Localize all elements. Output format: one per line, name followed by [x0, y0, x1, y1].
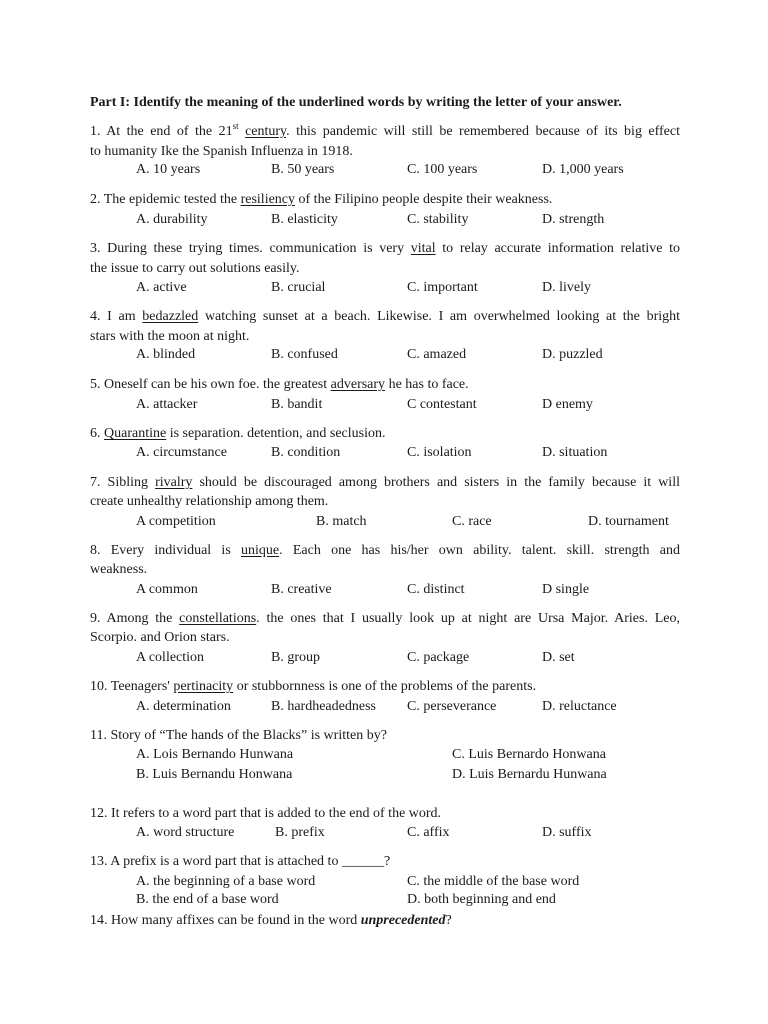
text-segment: should be discouraged among brothers and sisters in the family because it will	[192, 475, 680, 490]
choice-d: D. situation	[542, 445, 608, 460]
text-segment: st	[232, 121, 239, 131]
choice-a: A. blinded	[136, 347, 196, 362]
text-segment: is separation. detention, and seclusion.	[166, 426, 386, 441]
choice-c: C. the middle of the base word	[407, 874, 580, 889]
question-14-line-1	[90, 911, 680, 930]
underlined-word: constellations	[179, 611, 257, 626]
answer-blank: ______	[341, 854, 384, 869]
question-4-line-2: stars with the moon at night.	[90, 329, 250, 344]
choice-b: B. hardheadedness	[271, 699, 376, 714]
question-9-line-2: Scorpio. and Orion stars.	[90, 630, 230, 645]
question-7-line-1	[90, 473, 680, 492]
choice-a: A. 10 years	[136, 162, 201, 177]
text-segment: 10. Teenagers'	[90, 679, 174, 694]
text-segment: ?	[383, 854, 391, 869]
text-segment: 8. Every individual is	[90, 543, 242, 558]
text-segment: 5. Oneself can be his own foe. the greatest	[90, 377, 331, 392]
question-1-line-1	[90, 122, 680, 141]
choice-c: C. package	[407, 650, 470, 665]
choice-a: A collection	[136, 650, 205, 665]
question-4-line-1	[90, 307, 680, 326]
choice-b: B. creative	[271, 582, 332, 597]
choice-c: C. distinct	[407, 582, 465, 597]
choice-d: D. suffix	[542, 825, 592, 840]
choice-d: D. lively	[542, 280, 591, 295]
underlined-word: bedazzled	[142, 309, 199, 324]
underlined-word: adversary	[330, 377, 386, 392]
question-9-line-1	[90, 609, 680, 628]
question-11-line-1: 11. Story of “The hands of the Blacks” is written by?	[90, 728, 387, 743]
choice-a: A competition	[136, 514, 216, 529]
part-heading: Part I: Identify the meaning of the underlined words by writing the letter of your answer.	[90, 95, 622, 110]
choice-d: D. 1,000 years	[542, 162, 624, 177]
question-3-line-2: the issue to carry out solutions easily.	[90, 261, 300, 276]
choice-d: D. strength	[542, 212, 605, 227]
choice-d: D single	[542, 582, 590, 597]
question-13-line-1	[90, 852, 680, 871]
choice-b: B. elasticity	[271, 212, 338, 227]
choice-b: B. match	[316, 514, 367, 529]
question-10-line-1	[90, 677, 680, 696]
text-segment: 1. At the end of the 21	[90, 124, 233, 139]
choice-d: D. Luis Bernardu Hunwana	[452, 767, 607, 782]
choice-b: B. confused	[271, 347, 338, 362]
choice-a: A. attacker	[136, 397, 198, 412]
emphasized-word: unprecedented	[360, 913, 446, 928]
text-segment: 9. Among the	[90, 611, 180, 626]
choice-a: A. the beginning of a base word	[136, 874, 316, 889]
text-segment: 4. I am	[90, 309, 143, 324]
underlined-word: unique	[241, 543, 280, 558]
choice-c: C. perseverance	[407, 699, 497, 714]
text-segment: ?	[445, 913, 452, 928]
choice-d: D. both beginning and end	[407, 892, 556, 907]
choice-d: D. reluctance	[542, 699, 617, 714]
choice-a: A. active	[136, 280, 187, 295]
underlined-word: Quarantine	[104, 426, 167, 441]
choice-a: A. Lois Bernando Hunwana	[136, 747, 294, 762]
choice-b: B. Luis Bernandu Honwana	[136, 767, 293, 782]
question-7-line-2: create unhealthy relationship among them.	[90, 494, 329, 509]
text-segment: of the Filipino people despite their weakness.	[295, 192, 553, 207]
text-segment: 2. The epidemic tested the	[90, 192, 241, 207]
choice-d: D. set	[542, 650, 575, 665]
text-segment: . the ones that I usually look up at night are Ursa Major. Aries. Leo,	[256, 611, 680, 626]
choice-c: C. affix	[407, 825, 450, 840]
choice-c: C. 100 years	[407, 162, 478, 177]
question-2-line-1	[90, 190, 680, 209]
text-segment: 6.	[90, 426, 104, 441]
choice-b: B. bandit	[271, 397, 323, 412]
text-segment: . this pandemic will still be remembered because of its big effect	[286, 124, 681, 139]
question-8-line-1	[90, 541, 680, 560]
choice-c: C. race	[452, 514, 492, 529]
choice-b: B. the end of a base word	[136, 892, 279, 907]
choice-b: B. group	[271, 650, 320, 665]
underlined-word: century	[245, 124, 287, 139]
choice-a: A. word structure	[136, 825, 235, 840]
question-3-line-1	[90, 239, 680, 258]
text-segment: he has to face.	[385, 377, 469, 392]
choice-a: A. durability	[136, 212, 208, 227]
text-segment: watching sunset at a beach. Likewise. I am overwhelmed looking at the bright	[198, 309, 681, 324]
choice-b: B. condition	[271, 445, 341, 460]
text-segment: 13. A prefix is a word part that is attached to	[90, 854, 342, 869]
choice-c: C. important	[407, 280, 478, 295]
text-segment: 7. Sibling	[90, 475, 156, 490]
choice-a: A. determination	[136, 699, 231, 714]
question-8-line-2: weakness.	[90, 562, 148, 577]
question-5-line-1	[90, 375, 680, 394]
text-segment: . Each one has his/her own ability. talent. skill. strength and	[279, 543, 680, 558]
question-12-line-1: 12. It refers to a word part that is added to the end of the word.	[90, 806, 442, 821]
choice-d: D. tournament	[588, 514, 669, 529]
choice-c: C. Luis Bernardo Honwana	[452, 747, 606, 762]
underlined-word: rivalry	[155, 475, 193, 490]
choice-b: B. 50 years	[271, 162, 335, 177]
choice-c: C. amazed	[407, 347, 467, 362]
choice-d: D enemy	[542, 397, 593, 412]
choice-c: C contestant	[407, 397, 477, 412]
question-6-line-1	[90, 424, 680, 443]
choice-d: D. puzzled	[542, 347, 603, 362]
underlined-word: pertinacity	[173, 679, 234, 694]
text-segment: 3. During these trying times. communication is very	[90, 241, 411, 256]
text-segment: or stubbornness is one of the problems of the parents.	[233, 679, 537, 694]
choice-b: B. crucial	[271, 280, 326, 295]
choice-a: A. circumstance	[136, 445, 227, 460]
underlined-word: vital	[410, 241, 436, 256]
choice-c: C. stability	[407, 212, 469, 227]
underlined-word: resiliency	[240, 192, 296, 207]
choice-a: A common	[136, 582, 198, 597]
choice-b: B. prefix	[275, 825, 325, 840]
text-segment: 14. How many affixes can be found in the word	[90, 913, 361, 928]
text-segment: to relay accurate information relative to	[435, 241, 680, 256]
choice-c: C. isolation	[407, 445, 472, 460]
question-1-line-2: to humanity Ike the Spanish Influenza in 1918.	[90, 144, 353, 159]
